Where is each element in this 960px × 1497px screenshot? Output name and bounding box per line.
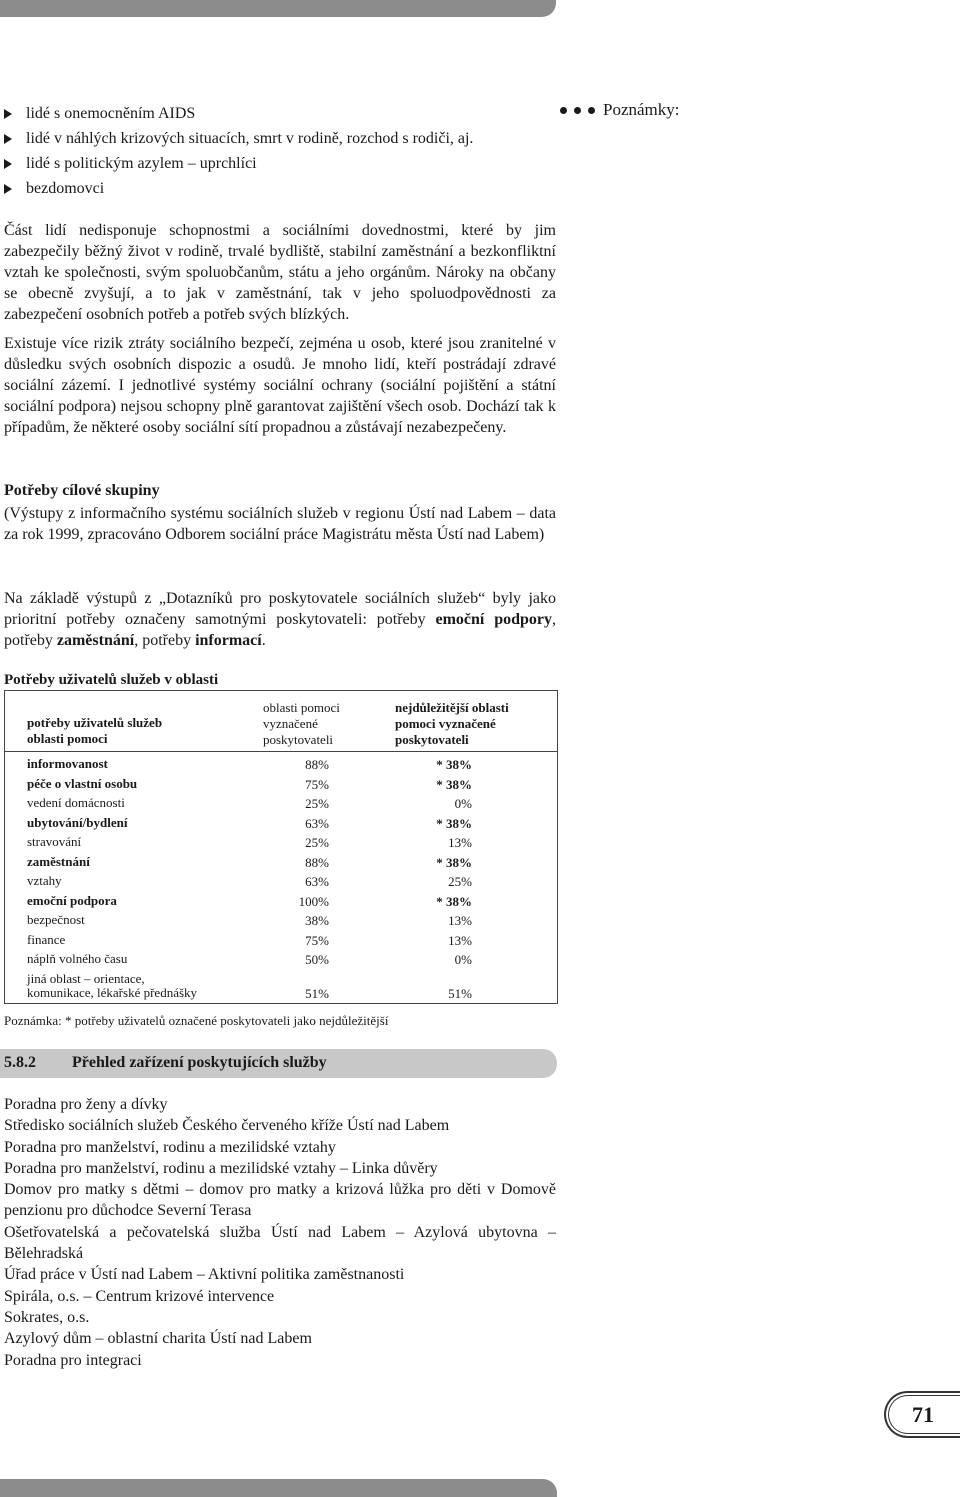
cell-top: * 38% (436, 757, 472, 772)
list-item: Poradna pro manželství, rodinu a mezilidské vztahy – Linka důvěry (4, 1159, 438, 1177)
cell-top: * 38% (436, 854, 472, 870)
list-item: Spirála, o.s. – Centrum krizové intervence (4, 1287, 275, 1305)
cell-area: náplň volného času (27, 951, 128, 966)
body-paragraph: Existuje více rizik ztráty sociálního bezpečí, zejména u osob, které jsou zranitelné v důsledku svých osobních dispozic a osudů. Je mnoho lidí, kteří postrádají zdravé sociální zázemí. I jednotlivé systémy sociální ochrany (sociální pojištění a státní sociální podpora) nejsou schopny plně garantovat zajištění všech osob. Dochází tak k případům, že některé osoby sociální sítí propadnou a zůstávají nezabezpečeny. (4, 335, 556, 436)
page-number: 71 (884, 1391, 960, 1438)
list-item: Poradna pro integraci (4, 1351, 142, 1369)
cell-marked: 51% (305, 985, 329, 1001)
table-row (5, 755, 557, 775)
cell-top: 13% (448, 913, 472, 928)
list-item: Úřad práce v Ústí nad Labem – Aktivní politika zaměstnanosti (4, 1266, 405, 1284)
bullet-dots-icon (560, 107, 595, 114)
cell-area: vztahy (27, 873, 62, 888)
bullet-arrow-icon (4, 159, 12, 169)
table-title: Potřeby uživatelů služeb v oblasti (4, 672, 219, 688)
cell-top: * 38% (436, 893, 472, 909)
list-item: Středisko sociálních služeb Českého červeného kříže Ústí nad Labem (4, 1117, 450, 1135)
cell-area: vedení domácnosti (27, 795, 125, 810)
notes-label: Poznámky: (603, 100, 680, 119)
list-item: lidé s onemocněním AIDS (4, 101, 473, 126)
needs-table (4, 690, 558, 1004)
facilities-list (4, 1094, 556, 1371)
target-group-list (4, 101, 473, 201)
cell-area: zaměstnání (27, 853, 90, 869)
table-row (5, 872, 557, 892)
sources-note: (Výstupy z informačního systému sociálních služeb v regionu Ústí nad Labem – data za rok 1999, zpracováno Odborem sociální práce Magistrátu města Ústí nad Labem) (4, 505, 556, 543)
cell-area: ubytování/bydlení (27, 814, 128, 830)
list-item: bezdomovci (4, 176, 473, 201)
notes-sidebar (560, 100, 680, 120)
list-item: Poradna pro manželství, rodinu a mezilidské vztahy (4, 1138, 336, 1156)
cell-marked: 75% (305, 776, 329, 792)
cell-top: 0% (454, 952, 472, 967)
table-row (5, 794, 557, 814)
cell-marked: 50% (305, 952, 329, 967)
cell-top: 25% (448, 874, 472, 889)
list-item: Poradna pro ženy a dívky (4, 1096, 168, 1113)
header-divider (5, 751, 557, 752)
cell-area: jiná oblast – orientace, komunikace, lékařské přednášky (27, 970, 198, 1000)
cell-area: informovanost (27, 756, 108, 771)
cell-area: bezpečnost (27, 912, 85, 927)
bullet-arrow-icon (4, 184, 12, 194)
table-row (5, 970, 557, 1002)
cell-marked: 25% (305, 835, 329, 850)
cell-marked: 25% (305, 796, 329, 811)
cell-marked: 63% (305, 874, 329, 889)
column-header: potřeby uživatelů služeb oblasti pomoci (27, 715, 163, 746)
cell-area: emoční podpora (27, 892, 117, 908)
cell-marked: 63% (305, 815, 329, 831)
cell-top: 0% (454, 796, 472, 811)
body-paragraph: Část lidí nedisponuje schopnostmi a sociálními dovednostmi, které by jim zabezpečily běžný život v rodině, trvalé bydliště, stabilní zaměstnání a bezkonfliktní vztah ke společnosti, svým spoluobčanům, státu a jeho orgánům. Nároky na občany se obecně zvyšují, a to jak v zaměstnání, tak v jeho spoluodpovědnosti za zabezpečení osobních potřeb a potřeb svých blízkých. (4, 222, 556, 323)
column-header: oblasti pomoci vyznačené poskytovateli (263, 700, 340, 747)
top-decor-bar (0, 0, 556, 17)
list-item: Ošetřovatelská a pečovatelská služba Ústí nad Labem – Azylová ubytovna – Bělehradská (4, 1223, 556, 1263)
table-row (5, 892, 557, 912)
bullet-arrow-icon (4, 109, 12, 119)
column-header: nejdůležitější oblasti pomoci vyznačené poskytovateli (395, 700, 509, 747)
cell-top: * 38% (436, 815, 472, 831)
table-footnote: Poznámka: * potřeby uživatelů označené poskytovateli jako nejdůležitější (4, 1013, 389, 1028)
table-row (5, 853, 557, 873)
cell-marked: 100% (298, 893, 329, 909)
cell-marked: 38% (305, 913, 329, 928)
cell-area: péče o vlastní osobu (27, 775, 138, 791)
cell-area: finance (27, 931, 66, 947)
list-item: Azylový dům – oblastní charita Ústí nad Labem (4, 1330, 312, 1348)
cell-top: 13% (448, 835, 472, 850)
cell-area: stravování (27, 834, 82, 849)
cell-marked: 75% (305, 932, 329, 948)
table-row (5, 950, 557, 970)
priorities-paragraph: Na základě výstupů z „Dotazníků pro poskytovatele sociálních služeb“ byly jako prioritní potřeby označeny samotnými poskytovateli: potřeby emoční podpory, potřeby zaměstnání, potřeby informací. (4, 590, 557, 649)
table-row (5, 931, 557, 951)
bottom-decor-bar (0, 1479, 557, 1497)
needs-heading: Potřeby cílové skupiny (4, 482, 160, 499)
list-item: lidé s politickým azylem – uprchlíci (4, 151, 473, 176)
list-item: Sokrates, o.s. (4, 1308, 90, 1326)
bullet-arrow-icon (4, 134, 12, 144)
table-row (5, 833, 557, 853)
cell-top: * 38% (436, 776, 472, 792)
cell-marked: 88% (305, 854, 329, 870)
section-number: 5.8.2 (4, 1054, 36, 1071)
cell-marked: 88% (305, 757, 329, 772)
list-item: Domov pro matky s dětmi – domov pro matky a krizová lůžka pro děti v Domově penzionu pro důchodce Severní Terasa (4, 1181, 556, 1220)
table-row (5, 814, 557, 834)
cell-top: 13% (448, 932, 472, 948)
cell-top: 51% (448, 985, 472, 1001)
list-item: lidé v náhlých krizových situacích, smrt v rodině, rozchod s rodiči, aj. (4, 126, 473, 151)
table-row (5, 775, 557, 795)
table-row (5, 911, 557, 931)
section-title: Přehled zařízení poskytujících služby (72, 1054, 327, 1071)
